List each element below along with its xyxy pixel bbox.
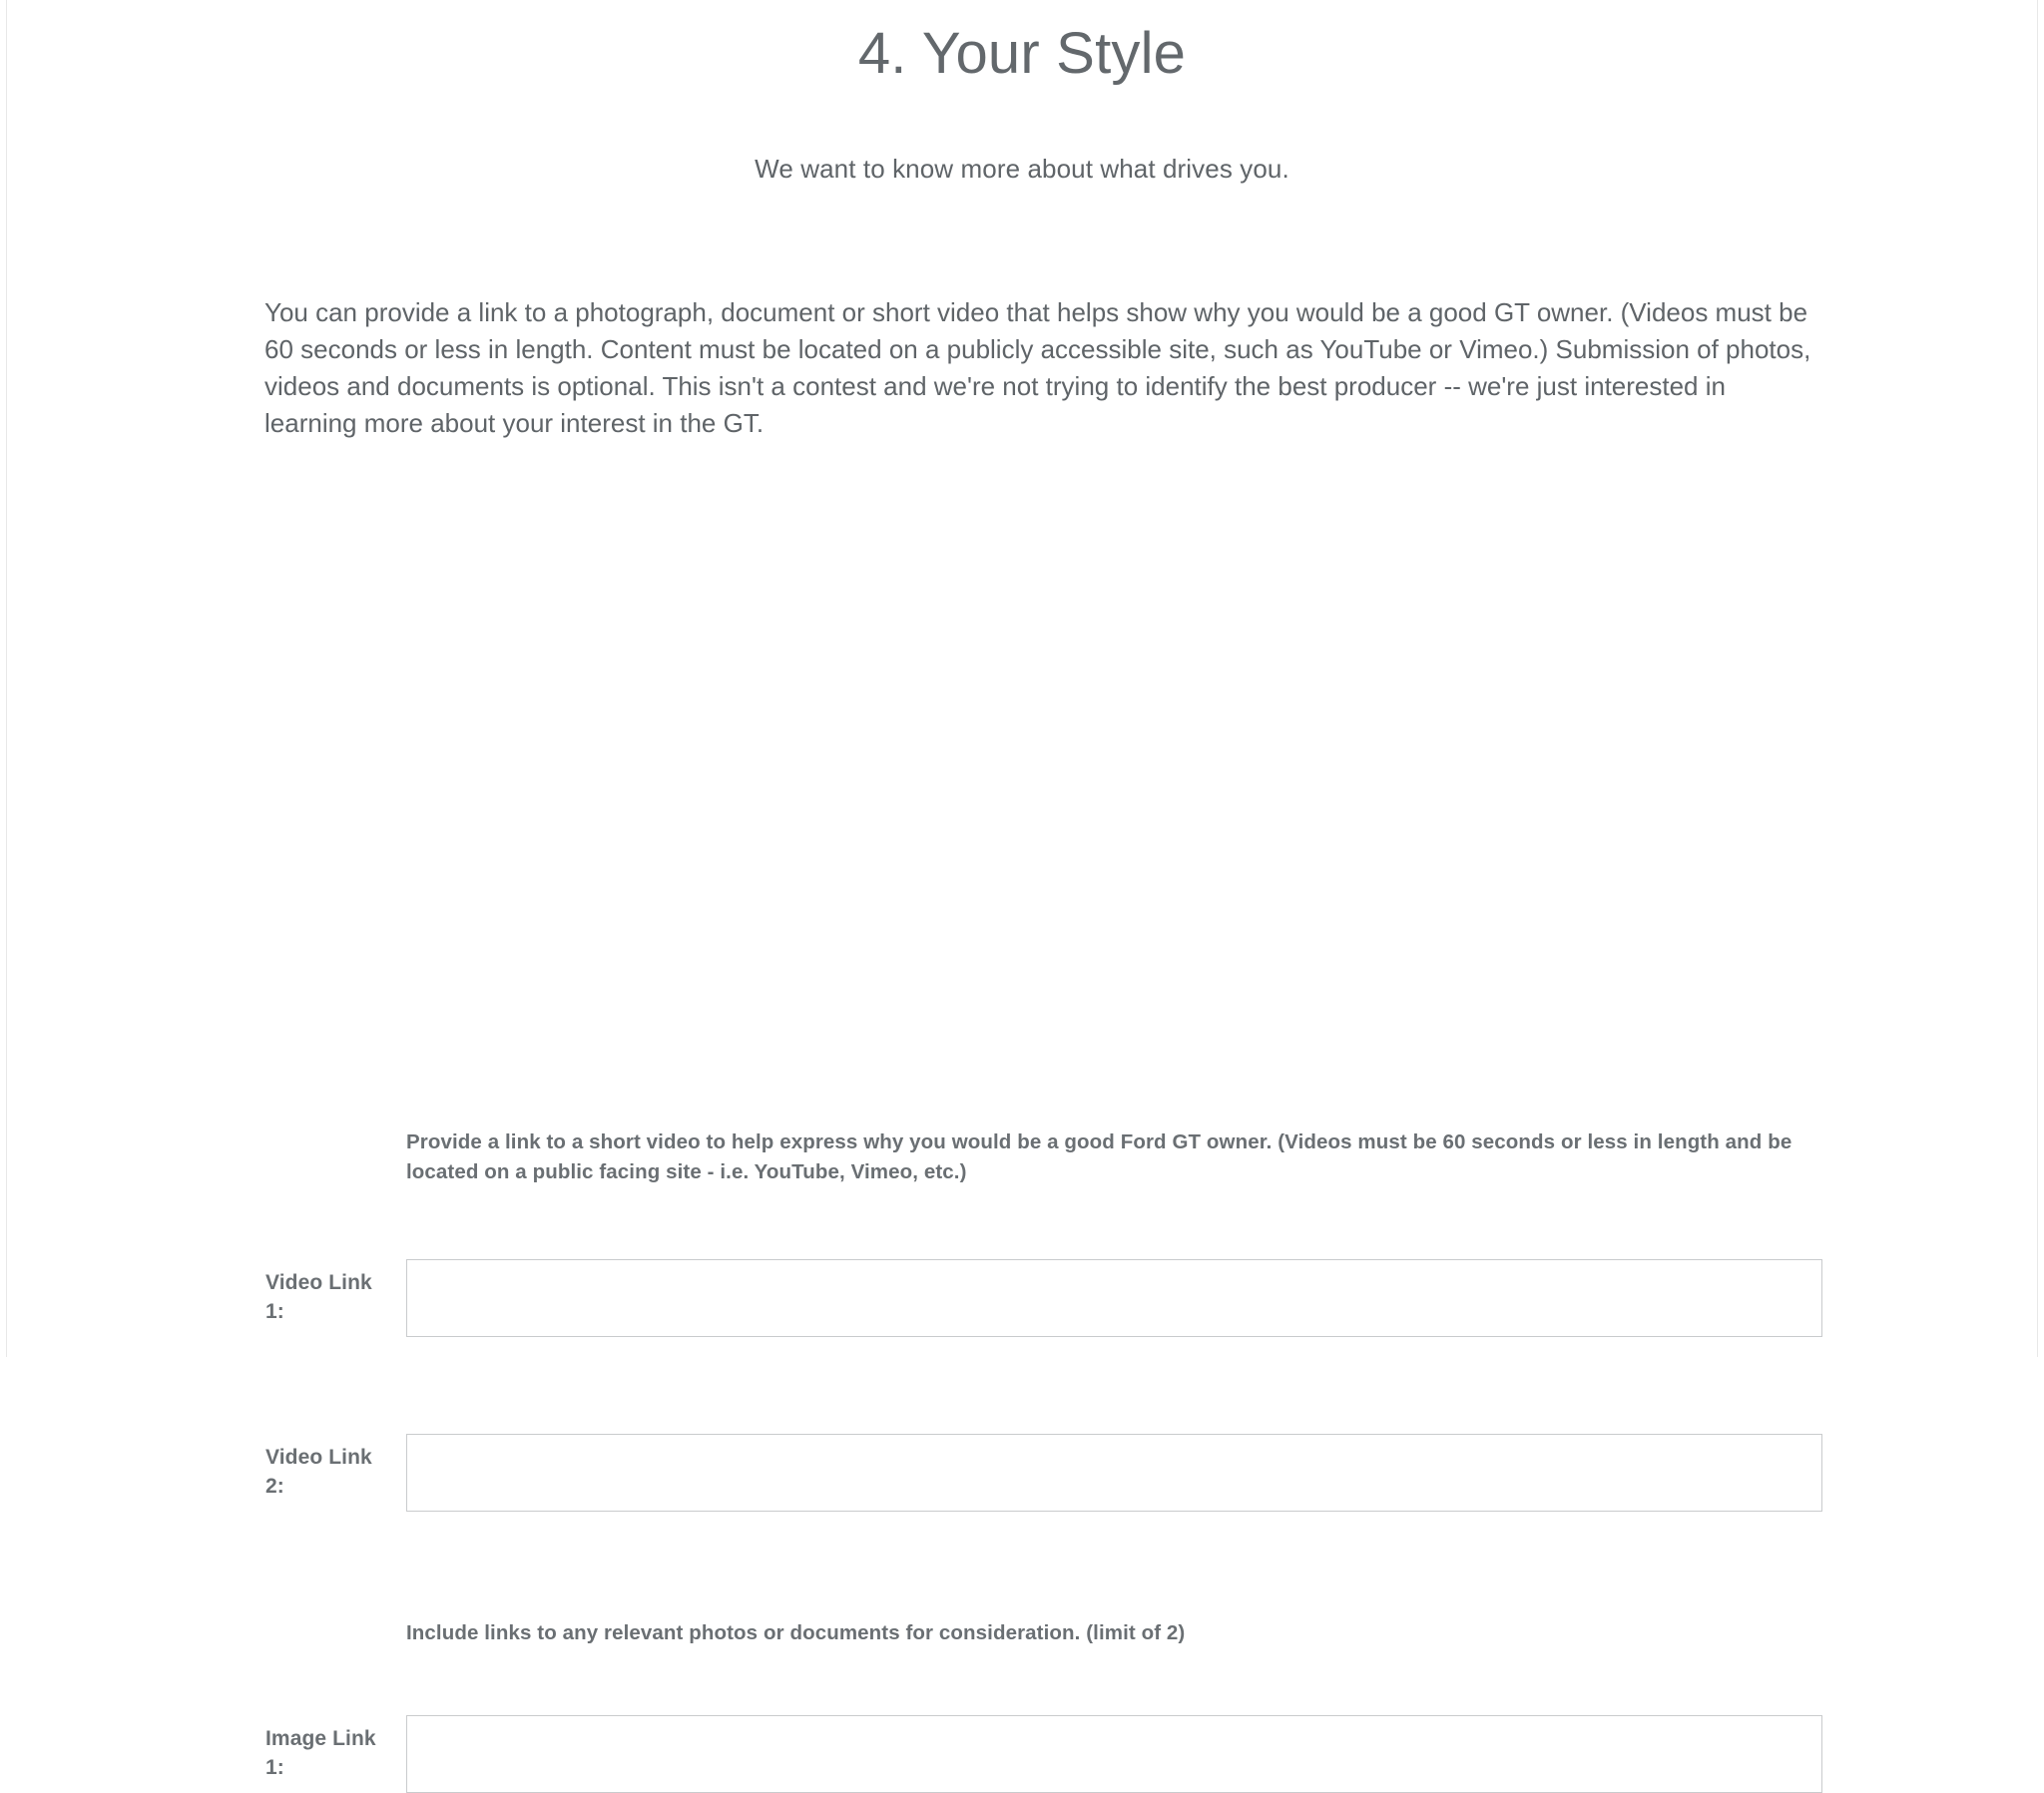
image-link-1-input[interactable] [406, 1715, 1822, 1793]
page-subtitle: We want to know more about what drives you. [755, 153, 1289, 184]
video-link-2-input[interactable] [406, 1434, 1822, 1512]
page-title: 4. Your Style [857, 21, 1187, 86]
video-section-prompt: Provide a link to a short video to help express why you would be a good Ford GT owner. (Videos must be 60 seconds or less in length and be located on a public facing site - i.e. YouTube, Vimeo, etc.) [406, 1130, 1792, 1183]
video-link-2-label: Video Link 2: [265, 1446, 372, 1498]
image-section-prompt: Include links to any relevant photos or documents for consideration. (limit of 2) [406, 1621, 1186, 1645]
intro-paragraph: You can provide a link to a photograph, document or short video that helps show why you would be a good GT owner. (Videos must be 60 seconds or less in length. Content must be located on a publicly accessible site, such as YouTube or Vimeo.) Submission of photos, videos and documents is optional. This isn't a contest and we're not trying to identify the best producer -- we're just interested in learning more about your interest in the GT. [264, 296, 1811, 438]
video-link-1-input[interactable] [406, 1259, 1822, 1337]
video-link-1-label: Video Link 1: [265, 1271, 372, 1323]
image-link-1-label: Image Link 1: [265, 1727, 376, 1779]
